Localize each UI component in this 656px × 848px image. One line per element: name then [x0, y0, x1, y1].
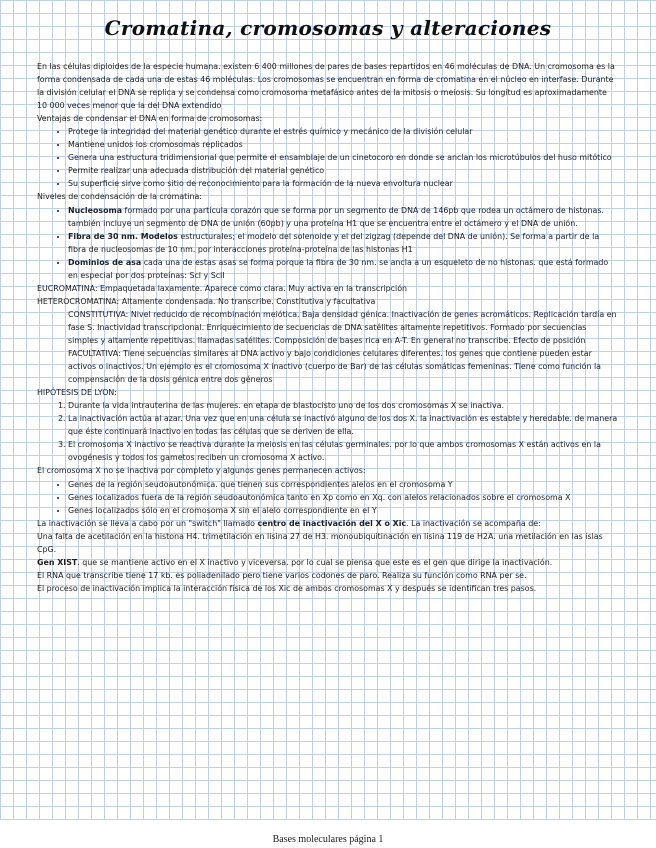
- ventajas-heading: Ventajas de condensar el DNA en forma de cromosomas:: [37, 114, 263, 124]
- acetilacion-paragraph: Una falta de acetilación en la histona H4. trimetilación en lisina 27 de H3. monoubiquitinación en lisina 119 de H2A. una metilación en las islas CpG.: [37, 531, 603, 554]
- list-item: • Genes localizados fuera de la región seudoautonómica tanto en Xp como en Xq. con alelos relacionados sobre el cromosoma X: [68, 491, 619, 504]
- list-item: [68, 204, 619, 230]
- constitutiva-paragraph: CONSTITUTIVA: Nivel reducido de recombinación meiótica. Baja densidad génica. Inactivación de genes acromáticos. Replicación tardía en fase S. Inactividad transcripcional. Enriquecimiento de secuencias de DNA satélites altamente repetitivos. Formado por secuencias simples y altamente repetitivas. llamadas satélites. Composición de bases rica en A-T. En general no transcribe. Efecto de posición: [68, 309, 617, 345]
- term-description: estructurales; el modelo del solenoide y el del zigzag (depende del DNA de unión). Se forma a partir de la fibra de nucleosomas de 10 nm. por interacciones proteína-proteína de las histonas H1: [68, 231, 600, 254]
- inactivacion-text: La inactivación se lleva a cabo por un "switch" llamado: [37, 518, 258, 528]
- niveles-list: [37, 204, 619, 282]
- term-description: formado por una partícula corazón que se forma por un segmento de DNA de 146pb que rodea un octámero de histonas. también incluye un segmento de DNA de unión (60pb) y una proteína H1 que se encuentra entre el octámero y el DNA de unión.: [68, 205, 604, 228]
- rna-paragraph: El RNA que transcribe tiene 17 kb. es poliadenilado pero tiene varios codones de paro. Realiza su función como RNA per se.: [37, 570, 527, 580]
- facultativa-paragraph: FACULTATIVA: Tiene secuencias similares al DNA activo y bajo condiciones celulares diferentes. los genes que contiene pueden estar activos o inactivos. Un ejemplo es el cromosoma X inactivo (cuerpo de Bar) de las células somáticas femeninas. Tiene como función la compensación de la dosis génica entre dos géneros: [68, 349, 602, 385]
- inactivacion-paragraph: [37, 517, 619, 530]
- list-item: • Genes de la región seudoautonómica. que tienen sus correspondientes alelos en el cromosoma Y: [68, 478, 619, 491]
- page-title: Cromatina, cromosomas y alteraciones: [104, 16, 552, 40]
- xist-paragraph: [37, 556, 619, 569]
- niveles-heading: Niveles de condensación de la cromatina:: [37, 192, 202, 202]
- term-description: cada una de estas asas se forma porque la fibra de 30 nm. se ancla a un esqueleto de no histonas. que está formado en especial por dos proteínas: Scl y SclI: [68, 257, 609, 280]
- genes-activos-list: [37, 478, 619, 517]
- list-item: 3. El cromosoma X inactivo se reactiva durante la meiosis en las células germinales. por lo que ambos cromosomas X están activos en la ovogénesis y todos los gametos reciben un cromosoma X activo.: [68, 438, 619, 464]
- eucromatina-line: EUCROMATINA: Empaquetada laxamente. Aparece como clara. Muy activa en la transcripción: [37, 283, 408, 293]
- term-nucleosoma: Nucleosoma: [68, 205, 123, 215]
- lyon-list: [37, 399, 619, 464]
- ventajas-list: [37, 125, 619, 190]
- list-item: • Protege la integridad del material genético durante el estrés químico y mecánico de la división celular: [68, 125, 619, 138]
- inactivacion-text-end: . La inactivación se acompaña de:: [406, 518, 541, 528]
- list-item: [68, 230, 619, 256]
- list-item: • Permite realizar una adecuada distribución del material genético: [68, 164, 619, 177]
- list-item: 1. Durante la vida intrauterina de las mujeres. en etapa de blastocisto uno de los dos cromosomas X se inactiva.: [68, 399, 619, 412]
- lyon-heading: HIPÓTESIS DE LYON:: [37, 388, 117, 398]
- list-item: • Genera una estructura tridimensional que permite el ensamblaje de un cinetocoro en donde se anclan los microtúbulos del huso mitótico: [68, 151, 619, 164]
- xist-term: Gen XIST: [37, 557, 78, 567]
- page-footer: Bases moleculares página 1: [272, 834, 384, 845]
- term-fibra-30nm: Fibra de 30 nm. Modelos: [68, 231, 178, 241]
- list-item: • Mantiene unidos los cromosomas replicados: [68, 138, 619, 151]
- heterocromatina-line: HETEROCROMATINA: Altamente condensada. No transcribe. Constitutiva y facultativa: [37, 296, 376, 306]
- xist-text: . que se mantiene activo en el X inactivo y viceversa. por lo cual se piensa que este es el gen que dirige la inactivación.: [77, 557, 553, 567]
- cromosoma-x-heading: El cromosoma X no se inactiva por completo y algunos genes permanecen activos:: [37, 466, 366, 476]
- xic-term: centro de inactivación del X o Xic: [257, 518, 407, 528]
- intro-paragraph: En las células diploides de la especie humana. existen 6 400 millones de pares de bases repartidos en 46 moléculas de DNA. Un cromosoma es la forma condensada de cada una de estas 46 moléculas. Los cromosomas se encuentran en forma de cromatina en el núcleo en interfase. Durante la división celular el DNA se replica y se condensa como cromosoma metafásico antes de la mitosis o meiosis. Su longitud es aproximadamente 10 000 veces menor que la del DNA extendido: [37, 62, 615, 111]
- list-item: • Su superficie sirve como sitio de reconocimiento para la formación de la nueva envoltura nuclear: [68, 177, 619, 190]
- term-dominios-asa: Dominios de asa: [68, 257, 142, 267]
- list-item: 2. La inactivación actúa al azar. Una vez que en una célula se inactivó alguno de los dos X. la inactivación es estable y heredable. de manera que éste continuará inactivo en todas las células que se deriven de ella.: [68, 412, 619, 438]
- list-item: [68, 256, 619, 282]
- notes-body: [37, 60, 619, 595]
- list-item: • Genes localizados sólo en el cromosoma X sin el alelo correspondiente en el Y: [68, 504, 619, 517]
- proceso-paragraph: El proceso de inactivación implica la interacción física de los Xic de ambos cromosomas X y después se identifican tres pasos.: [37, 583, 537, 593]
